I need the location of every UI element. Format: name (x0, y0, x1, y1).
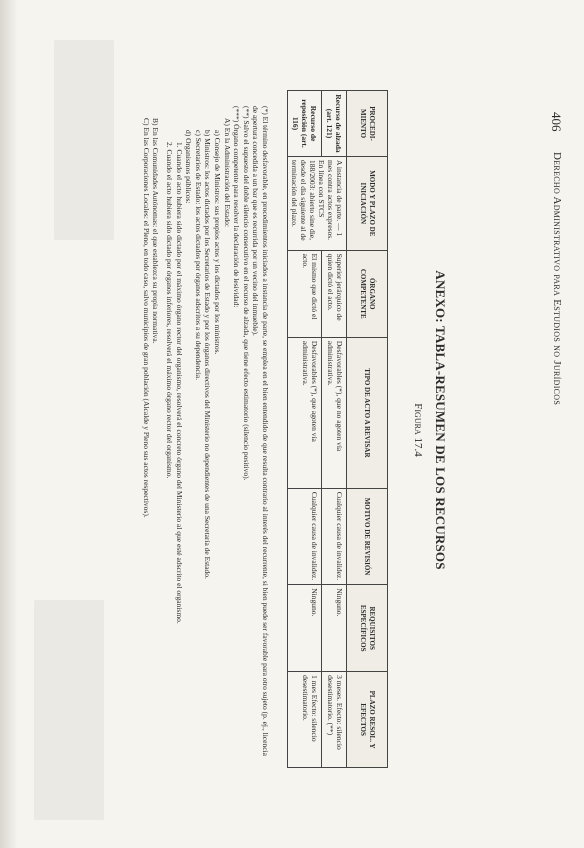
table-cell: Ninguno. (288, 585, 322, 672)
footnote: (*) El término desfavorable, en procedimientos iniciados a instancia de parte, se emplea en el bien entendido de que resulta contrario al interés del recurrente, si bien puede ser favorable para otro sujeto (p. ej., licencia de apertura concedida a un bar que es recurrida por un vecino del inmueble). (251, 106, 270, 756)
figure-caption: Figura 17.4 (412, 403, 424, 457)
column-header: ÓRGANO COMPETENTE (347, 250, 388, 337)
footnote: 1. Cuando el acto hubiera sido dictado por el máximo órgano rector del organismo, resolverá el concreto órgano del Ministerio al que esté adscrito el organismo. (174, 142, 184, 624)
table-cell: Desfavorables (*), que no agoten vía administrativa. (322, 337, 347, 488)
table-cell: Recurso de reposición (art. 116) (288, 91, 322, 157)
footnotes (141, 106, 270, 756)
footnote: (***) Órgano competente para resolver la declaración de lesividad: (232, 106, 242, 308)
column-header: PLAZO RESOL. Y EFECTOS (347, 672, 388, 768)
page-number: 406 (549, 112, 564, 132)
footnote: (**) Salvo el supuesto del doble silencio consecutivo en el recurso de alzada, que tiene efecto estimatorio (silencio positivo). (241, 106, 251, 481)
column-header: MODO Y PLAZO DE INICIACIÓN (347, 157, 388, 251)
footnote: B) En las Comunidades Autónomas: el que establezca su propia normativa. (151, 118, 161, 344)
table-cell: Superior jerárquico de quien dictó el acto. (322, 250, 347, 337)
table-cell: Cualquier causa de invalidez. (322, 488, 347, 584)
footnote: a) Consejo de Ministros: sus propios actos y los dictados por los ministros. (213, 130, 223, 355)
annex-title: ANEXO: TABLA-RESUMEN DE LOS RECURSOS (433, 270, 448, 570)
table-cell: Cualquier causa de invalidez. (288, 488, 322, 584)
table-cell: Ninguno. (322, 585, 347, 672)
running-header (544, 112, 564, 802)
footnote: d) Organismos públicos: (184, 130, 194, 204)
column-header: REQUISITOS ESPECÍFICOS (347, 585, 388, 672)
table-cell: Desfavorables (*), que agoten vía administrativa. (288, 337, 322, 488)
table-header-row (347, 91, 388, 768)
bleed-through-text (34, 600, 104, 820)
footnote: 2. Cuando el acto hubiera sido dictado por órganos inferiores, resolverá el máximo órgano rector del organismo. (165, 142, 175, 479)
column-header: TIPO DE ACTO A REVISAR (347, 337, 388, 488)
table-cell: 3 meses. Efecto: silencio desestimatorio. (**) (322, 672, 347, 768)
table-row (322, 91, 347, 768)
footnote: A) En la Administración del Estado: (222, 118, 232, 227)
column-header: PROCEDI-MIENTO (347, 91, 388, 157)
table-cell: Recurso de alzada (art. 121) (322, 91, 347, 157)
footnote: b) Ministros: los actos dictados por los Secretarios de Estado y por los órganos directivos del Ministerio no dependientes de una Secretaría de Estado. (203, 130, 213, 579)
footnote: c) Secretarios de Estado: los actos dictados por órganos adscritos a su dependencia. (193, 130, 203, 380)
running-title: Derecho Administrativo para Estudios no Jurídicos (551, 152, 563, 406)
table-cell: 1 mes Efecto: silencio desestimatorio. (288, 672, 322, 768)
resources-summary-table (287, 90, 388, 768)
table-cell: El mismo que dictó el acto. (288, 250, 322, 337)
bleed-through-text (54, 40, 114, 240)
footnote: C) En las Corporaciones Locales: el Pleno, en todo caso, salvo municipios de gran población (Alcalde y Pleno sus actos respectivos). (141, 118, 151, 518)
table-cell: A instancia de parte. — 1 mes contra actos expresos. En línea con STCS 188/2003: abierto sine die, desde el día siguiente al de terminación del plazo. (288, 157, 347, 251)
column-header: MOTIVO DE REVISIÓN (347, 488, 388, 584)
